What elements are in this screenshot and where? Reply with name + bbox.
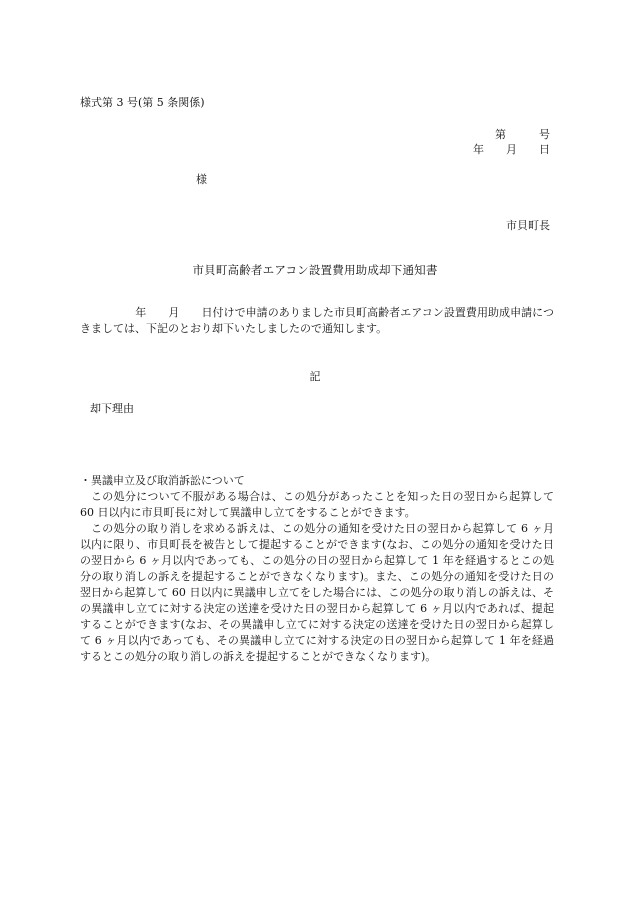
appeal-notice-heading: ・異議申立及び取消訴訟について: [80, 474, 245, 487]
rejection-reason-label: 却下理由: [90, 402, 134, 415]
body-paragraph: 年 月 日付けで申請のありました市貝町高齢者エアコン設置費用助成申請につきましては、下記のとおり却下いたしましたので通知します。: [80, 306, 554, 335]
appeal-notice-paragraph-1: この処分について不服がある場合は、この処分があったことを知った日の翌日から起算して 60 日以内に市貝町長に対して異議申し立てをすることができます。: [80, 490, 554, 519]
issue-date: 年 月 日: [473, 143, 550, 156]
appeal-notice-paragraph-2: この処分の取り消しを求める訴えは、この処分の通知を受けた日の翌日から起算して 6 ヶ月以内に限り、市貝町長を被告として提起することができます(なお、この処分の通知を受けた日の翌日から 6 ヶ月以内であっても、この処分の日の翌日から起算して 1 年を経過するとこの処分の取り消しの訴えを提起することができなくなります)。また、この処分の通知を受けた日の翌日から起算して 60 日以内に異議申し立てをした場合には、この処分の取り消しの訴えは、その異議申し立てに対する決定の送達を受けた日の翌日から起算して 6 ヶ月以内であれば、提起することができます(なお、その異議申し立てに対する決定の送達を受けた日の翌日から起算して 6 ヶ月以内であっても、その異議申し立てに対する決定の日の翌日から起算して 1 年を経過するとこの処分の取り消しの訴えを提起することができなくなります)。: [80, 522, 554, 663]
sender-name: 市貝町長: [506, 219, 550, 232]
document-number: 第 号: [495, 128, 550, 141]
addressee-honorific: 様: [196, 173, 207, 186]
ki-heading: 記: [309, 370, 321, 383]
form-number: 様式第 3 号(第 5 条関係): [80, 96, 205, 109]
document-title: 市貝町高齢者エアコン設置費用助成却下通知書: [192, 263, 438, 277]
